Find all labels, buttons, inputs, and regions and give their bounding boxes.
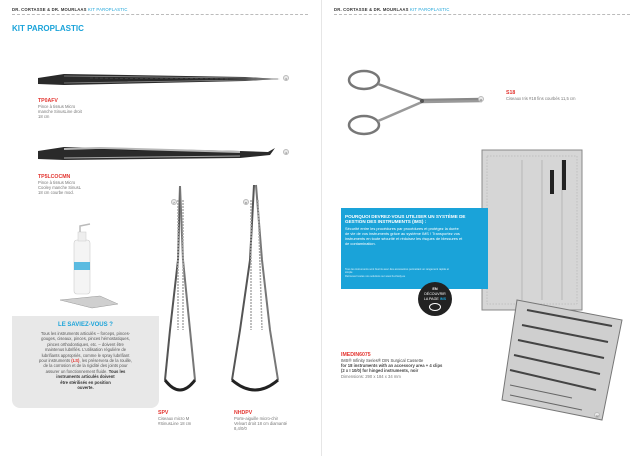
ims-box-body: Sécurité entre les procédures par procédures et protégez la durée de vie de vos instruments grâce au système IMS ! Transportez vos instruments en toute sécurité et réduisez les risques de blessures et de contamination. bbox=[345, 226, 463, 246]
badge-4: 4 bbox=[283, 149, 289, 155]
ims-circle-page: LA PAGE IMS bbox=[423, 297, 447, 301]
ims-box-note: Tous les instruments sont fournis avec des accessoires permettant un rangement rapide et simple Retrouvez toutes nos solutions sur www.hu-friedy.eu bbox=[345, 268, 449, 278]
product-imedin6075 bbox=[341, 352, 491, 379]
ims-box-title: POURQUOI DEVREZ-VOUS UTILISER UN SYSTÈME DE GESTION DES INSTRUMENTS (IMS) : bbox=[345, 214, 466, 225]
product-desc-line: IMS® Infinity Series® DIN Surgical Cassette bbox=[341, 358, 424, 363]
product-desc-line: (2 x I 10/0) for hinged instruments, noir bbox=[341, 368, 419, 374]
product-desc-line: 18 cm courbe mod. bbox=[38, 190, 74, 196]
product-desc-line: 8,4/0/0 bbox=[234, 426, 247, 432]
product-desc-line: Pince à tissus Micro bbox=[38, 180, 76, 185]
badge-7: 7 bbox=[171, 199, 177, 205]
ims-circle-en: EN bbox=[432, 287, 438, 291]
badge-11: 11 bbox=[479, 98, 483, 102]
product-nhdpv bbox=[234, 410, 287, 432]
ims-logo-icon bbox=[429, 303, 441, 311]
product-desc-line: Porte-aiguille micro-chir bbox=[234, 416, 278, 421]
tweezers-curved-image bbox=[38, 147, 275, 160]
badge-3: 3 bbox=[283, 75, 289, 81]
needle-holder-image bbox=[232, 185, 278, 390]
iris-scissors-image bbox=[349, 71, 482, 134]
product-spv bbox=[158, 410, 191, 426]
product-desc-line: Velvart droit 18 cm diamanté bbox=[234, 421, 288, 427]
product-desc-line: Ciseaux micro M bbox=[158, 416, 190, 421]
product-code: S18 bbox=[506, 90, 516, 96]
product-code: TP5LCOCMN bbox=[38, 174, 71, 180]
badge-12: 12 bbox=[595, 414, 599, 418]
product-tp5lcocmn bbox=[38, 174, 81, 196]
did-you-know-panel bbox=[12, 212, 159, 408]
product-tp0afv bbox=[38, 98, 82, 120]
ims-circle-discover: DÉCOUVRIR bbox=[424, 292, 446, 296]
product-code: TP0AFV bbox=[38, 98, 58, 104]
running-header-left: DR. CORTASSE & DR. MOURLAAS KIT PAROPLASTIC bbox=[12, 7, 128, 12]
info-bubble-text: Tous les instruments articulés – forceps, pinces- gouges, ciseaux, pinces, pinces hémostatiques, pinces orthodontiques, etc. – doivent être maintenus lubrifiés. L'utilisation régulière de lubrifiants appropriés, comme le spray lubrifiant pour instruments (LS), les préservera de la rouille, de la corrosion et de la rigidité des joints pour assurer un fonctionnement fluide. Tous les instruments articulés doivent être stérilisés en position ouverte. bbox=[38, 331, 133, 391]
product-desc-line: manche SinusLine droit bbox=[38, 109, 82, 115]
tweezers-straight-image bbox=[38, 74, 280, 85]
product-desc-line: Ciseaux Iris #18 fins courbés 11,5 cm bbox=[506, 96, 576, 101]
product-desc-line: Dimensions: 290 x 184 x 34 mm bbox=[341, 373, 401, 379]
info-bubble-title: LE SAVIEZ-VOUS ? bbox=[58, 322, 113, 328]
product-desc-line: 18 cm bbox=[38, 114, 50, 120]
ims-page-link[interactable] bbox=[418, 282, 452, 316]
product-code: NHDPV bbox=[234, 410, 253, 416]
product-desc-line: Cooley manche SinusL bbox=[38, 185, 82, 191]
right-page bbox=[322, 0, 644, 456]
ims-info-box bbox=[341, 208, 488, 289]
product-desc-line: Pince à tissus Micro bbox=[38, 104, 76, 109]
product-desc-line: for 18 instruments with an accessory area + 4 clips bbox=[341, 363, 443, 369]
product-code: IMEDIN6075 bbox=[341, 352, 371, 358]
product-code: SPV bbox=[158, 410, 169, 416]
product-s18 bbox=[506, 90, 576, 101]
product-desc-line: #SinusLine 18 cm bbox=[158, 421, 192, 427]
surgical-cassette-image bbox=[482, 150, 622, 420]
badge-8: 8 bbox=[243, 199, 249, 205]
page-title: KIT PAROPLASTIC bbox=[12, 24, 84, 33]
scissors-spv-image bbox=[165, 186, 195, 390]
running-header-right: DR. CORTASSE & DR. MOURLAAS KIT PAROPLASTIC bbox=[334, 7, 450, 12]
